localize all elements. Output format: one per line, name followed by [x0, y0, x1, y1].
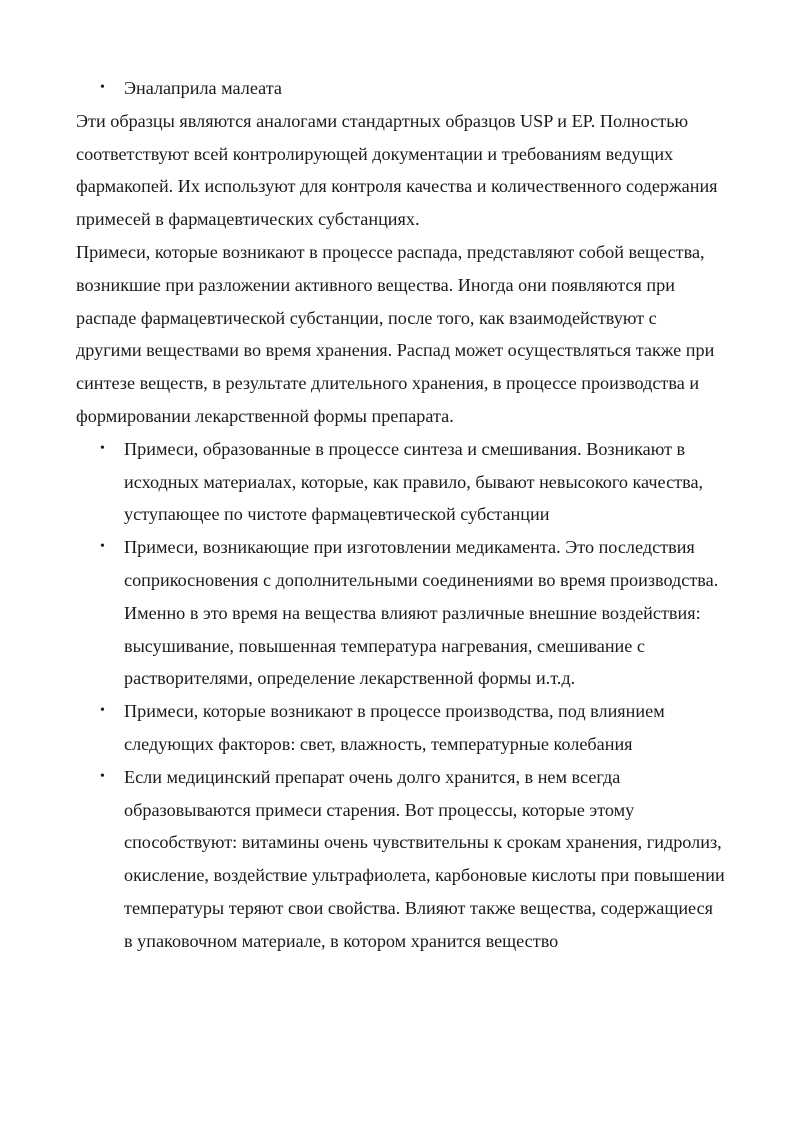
list-item-text: Примеси, образованные в процессе синтеза и смешивания. Возникают в исходных материалах, которые, как правило, бывают невысокого качества, уступающее по чистоте фармацевтической субстанции — [124, 438, 704, 525]
list-item — [76, 695, 726, 761]
list-item-text: Примеси, которые возникают в процессе производства, под влиянием следующих факторов: свет, влажность, температурные колебания — [124, 701, 665, 754]
bullet-icon: • — [100, 768, 105, 784]
list-item-text: Эналаприла малеата — [124, 78, 282, 98]
bullet-icon: • — [100, 80, 105, 95]
list-item — [76, 72, 726, 105]
impurity-types-list — [76, 433, 726, 958]
document-body — [76, 72, 726, 958]
paragraph-degradation-impurities: Примеси, которые возникают в процессе распада, представляют собой вещества, возникшие при разложении активного вещества. Иногда они появляются при распаде фармацевтической субстанции, после того, как взаимодействуют с другими веществами во время хранения. Распад может осуществляться также при синтезе веществ, в результате длительного хранения, в процессе производства и формировании лекарственной формы препарата. — [76, 241, 715, 426]
list-item — [76, 531, 726, 695]
bullet-icon: • — [100, 440, 105, 456]
bullet-icon: • — [100, 539, 105, 555]
bullet-icon: • — [100, 703, 105, 719]
list-item — [76, 761, 726, 958]
top-bullet-list — [76, 72, 726, 105]
list-item — [76, 433, 726, 531]
paragraph-reference-standards: Эти образцы являются аналогами стандартных образцов USP и EP. Полностью соответствуют всей контролирующей документации и требованиям ведущих фармакопей. Их используют для контроля качества и количественного содержания примесей в фармацевтических субстанциях. — [76, 110, 718, 230]
list-item-text: Примеси, возникающие при изготовлении медикамента. Это последствия соприкосновения с дополнительными соединениями во время производства. Именно в это время на вещества влияют различные внешние воздействия: высушивание, повышенная температура нагревания, смешивание с растворителями, определение лекарственной формы и.т.д. — [124, 537, 719, 689]
list-item-text: Если медицинский препарат очень долго хранится, в нем всегда образовываются примеси старения. Вот процессы, которые этому способствуют: витамины очень чувствительны к срокам хранения, гидролиз, окисление, воздействие ультрафиолета, карбоновые кислоты при повышении температуры теряют свои свойства. Влияют также вещества, содержащиеся в упаковочном материале, в котором хранится вещество — [124, 766, 725, 951]
